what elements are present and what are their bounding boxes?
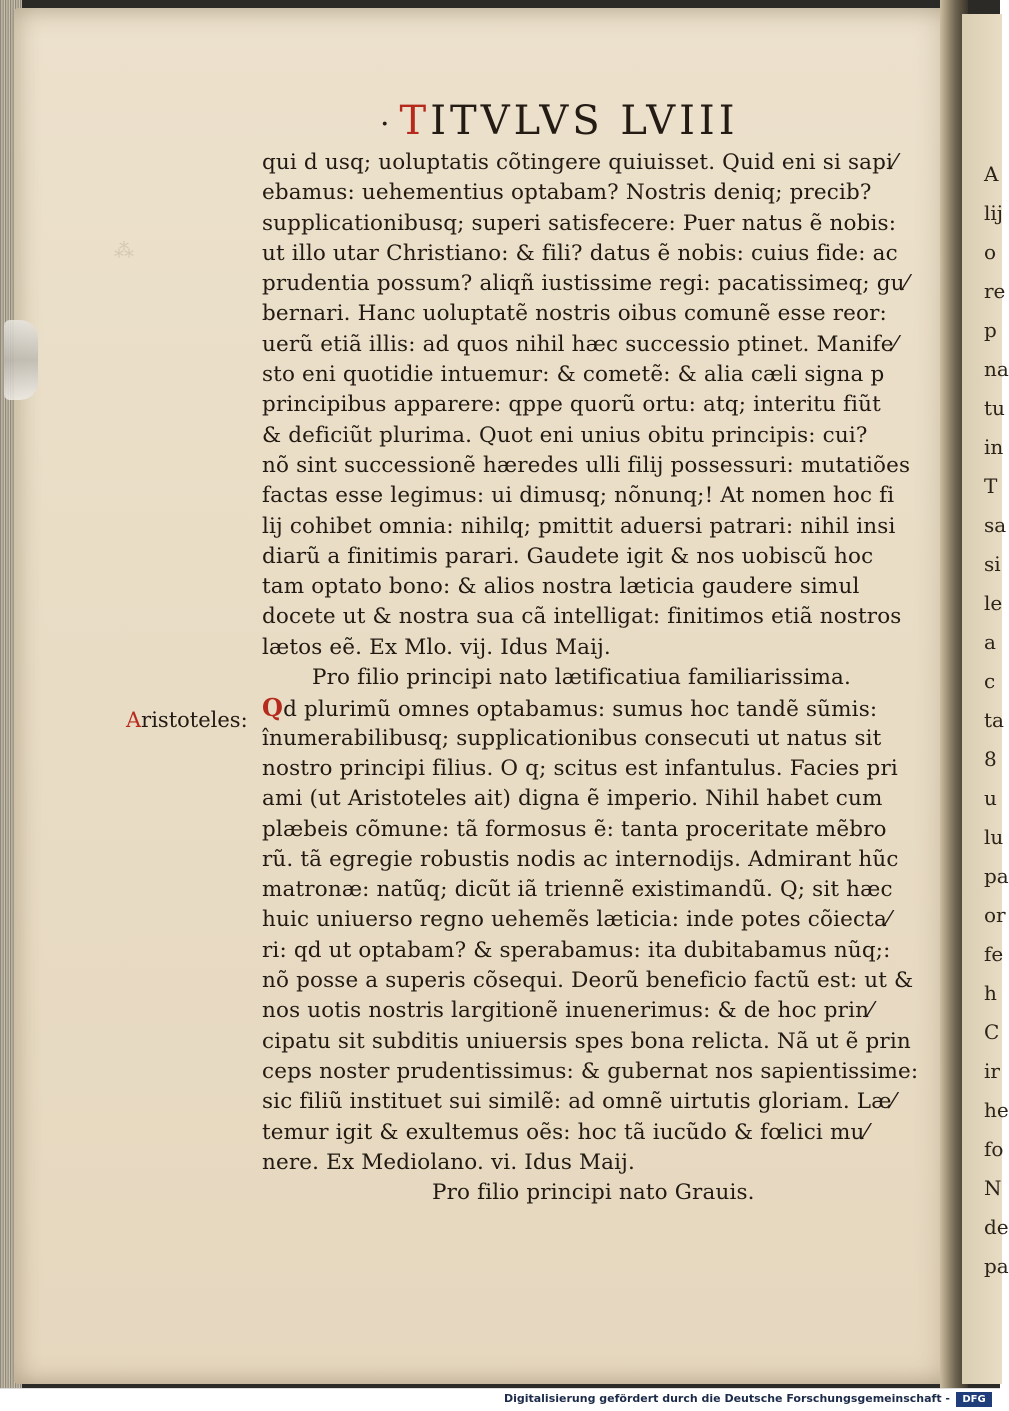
facing-page-fragment: c <box>984 669 996 693</box>
clasp-clip <box>4 320 38 400</box>
facing-page-fragment: na <box>984 357 1009 381</box>
facing-page-fragment: he <box>984 1098 1009 1122</box>
text-line: prudentia possum? aliqñ iustissime regi: pacatissimeq; gu⁄ <box>262 271 909 297</box>
text-line: înumerabilibusq; supplicationibus consecuti ut natus sit <box>262 725 882 751</box>
text-line: cipatu sit subditis uniuersis spes bona relicta. Nã ut ẽ prin <box>262 1028 911 1054</box>
text-line: temur igit & exultemus oẽs: hoc tã iucũdo & fœlici mu⁄ <box>262 1119 869 1145</box>
text-line: uerũ etiã illis: ad quos nihil hæc successio ptinet. Manife⁄ <box>262 331 898 357</box>
header-dot: · <box>380 106 394 142</box>
text-line: nostro principi filius. O q; scitus est infantulus. Facies pri <box>262 755 898 781</box>
text-line: bernari. Hanc uoluptatẽ nostris oibus comunẽ esse reor: <box>262 301 887 327</box>
text-line: factas esse legimus: ui dimusq; nõnunq;! At nomen hoc fi <box>262 483 895 509</box>
text-line: lætos eẽ. Ex Mlo. vij. Idus Maij. <box>262 634 611 660</box>
facing-page-fragment: pa <box>984 1254 1009 1278</box>
facing-page-fragment: pa <box>984 864 1009 888</box>
marginal-note <box>126 708 248 732</box>
footer-bar <box>0 1388 1000 1411</box>
running-title <box>380 98 740 144</box>
facing-page-fragment: a <box>984 630 996 654</box>
facing-page-fragment: in <box>984 435 1004 459</box>
facing-page-fragment: N <box>984 1176 1002 1200</box>
facing-page-fragment: ta <box>984 708 1004 732</box>
facing-page-fragment: ir <box>984 1059 1000 1083</box>
paragraph-2 <box>262 724 919 1178</box>
text-line: diarũ a finitimis parari. Gaudete igit & nos uobiscũ hoc <box>262 543 874 569</box>
text-line: sto eni quotidie intuemur: & cometẽ: & alia cæli signa p <box>262 362 885 388</box>
text-line: ceps noster prudentissimus: & gubernat nos sapientissime: <box>262 1058 919 1084</box>
text-line: matronæ: natũq; dicũt iã triennẽ existimandũ. Q; sit hæc <box>262 877 893 903</box>
facing-page-fragment: u <box>984 786 997 810</box>
text-line: qui d usq; uoluptatis cõtingere quiuisset. Quid eni si sapi⁄ <box>262 150 897 175</box>
facing-page-fragment: le <box>984 591 1003 615</box>
facing-page-fragment: tu <box>984 396 1005 420</box>
facing-page-fragment: C <box>984 1020 1000 1044</box>
text-line: plæbeis cõmune: tã formosus ẽ: tanta proceritate mẽbro <box>262 816 887 842</box>
dfg-logo: DFG <box>956 1392 992 1407</box>
facing-page-fragment: o <box>984 240 997 264</box>
heading-2: Pro filio principi nato Grauis. <box>432 1180 755 1206</box>
facing-page-fragment: si <box>984 552 1001 576</box>
facing-page-fragment: A <box>984 162 999 186</box>
text-line: nõ posse a superis cõsequi. Deorũ beneficio factũ est: ut & <box>262 968 914 994</box>
header-rest: ITVLVS LVIII <box>430 98 739 144</box>
facing-page-fragment: h <box>984 981 997 1005</box>
facing-page-fragment: fe <box>984 942 1004 966</box>
marginal-initial: A <box>126 708 142 732</box>
text-line: lij cohibet omnia: nihilq; pmittit aduersi patrari: nihil insi <box>262 513 896 539</box>
text-line: rũ. tã egregie robustis nodis ac internodijs. Admirant hũc <box>262 846 899 872</box>
text-line: nõ sint successionẽ hæredes ulli filij possessuri: mutatiões <box>262 452 911 478</box>
text-line: huic uniuerso regno uehemẽs læticia: inde potes cõiecta⁄ <box>262 907 891 933</box>
drop-initial: Q <box>262 693 284 723</box>
facing-page-fragment: T <box>984 474 998 498</box>
paragraph-1 <box>262 148 912 663</box>
facing-page-fragment: de <box>984 1215 1009 1239</box>
facing-page-fragment: re <box>984 279 1006 303</box>
facing-page-fragment: or <box>984 903 1006 927</box>
text-line: ri: qd ut optabam? & sperabamus: ita dubitabamus nũq;: <box>262 937 891 963</box>
text-line: sic filiũ instituet sui similẽ: ad omnẽ uirtutis gloriam. Læ⁄ <box>262 1089 896 1115</box>
facing-page-fragment: lij <box>984 201 1003 225</box>
text-line: tam optato bono: & alios nostra læticia gaudere simul <box>262 574 860 600</box>
header-initial: T <box>399 98 431 144</box>
facing-page-edge <box>962 14 1009 1384</box>
facing-page-fragment: fo <box>984 1137 1004 1161</box>
text-line: & deficiũt plurima. Quot eni unius obitu principis: cui? <box>262 422 868 448</box>
bleedthrough-ghost: ⁂ <box>114 238 134 262</box>
paragraph-2-first-line <box>262 693 912 723</box>
text-line: ami (ut Aristoteles ait) digna ẽ imperio. Nihil habet cum <box>262 786 883 812</box>
facing-page-fragment: p <box>984 318 997 342</box>
heading-1: Pro filio principi nato lætificatiua familiarissima. <box>312 665 851 691</box>
text-line: supplicationibusq; superi satisfecere: Puer natus ẽ nobis: <box>262 210 897 236</box>
text-line: principibus apparere: qppe quorũ ortu: atq; interitu fiũt <box>262 392 881 418</box>
text-line: docete ut & nostra sua cã intelligat: finitimos etiã nostros <box>262 604 902 630</box>
facing-page-fragment: sa <box>984 513 1007 537</box>
text-line: ebamus: uehementius optabam? Nostris deniq; precib? <box>262 180 872 206</box>
paragraph-2-first-text: d plurimũ omnes optabamus: sumus hoc tandẽ sũmis: <box>283 697 878 723</box>
marginal-text: ristoteles: <box>141 708 248 732</box>
text-line: nere. Ex Mediolano. vi. Idus Maij. <box>262 1149 635 1175</box>
funding-notice: Digitalisierung gefördert durch die Deutsche Forschungsgemeinschaft - <box>503 1392 950 1405</box>
text-line: nos uotis nostris largitionẽ inuenerimus: & de hoc prin⁄ <box>262 998 873 1024</box>
text-block <box>262 148 919 1208</box>
facing-page-fragment: 8 <box>984 747 997 771</box>
facing-page-fragment: lu <box>984 825 1004 849</box>
text-line: ut illo utar Christiano: & fili? datus ẽ nobis: cuius fide: ac <box>262 240 898 266</box>
